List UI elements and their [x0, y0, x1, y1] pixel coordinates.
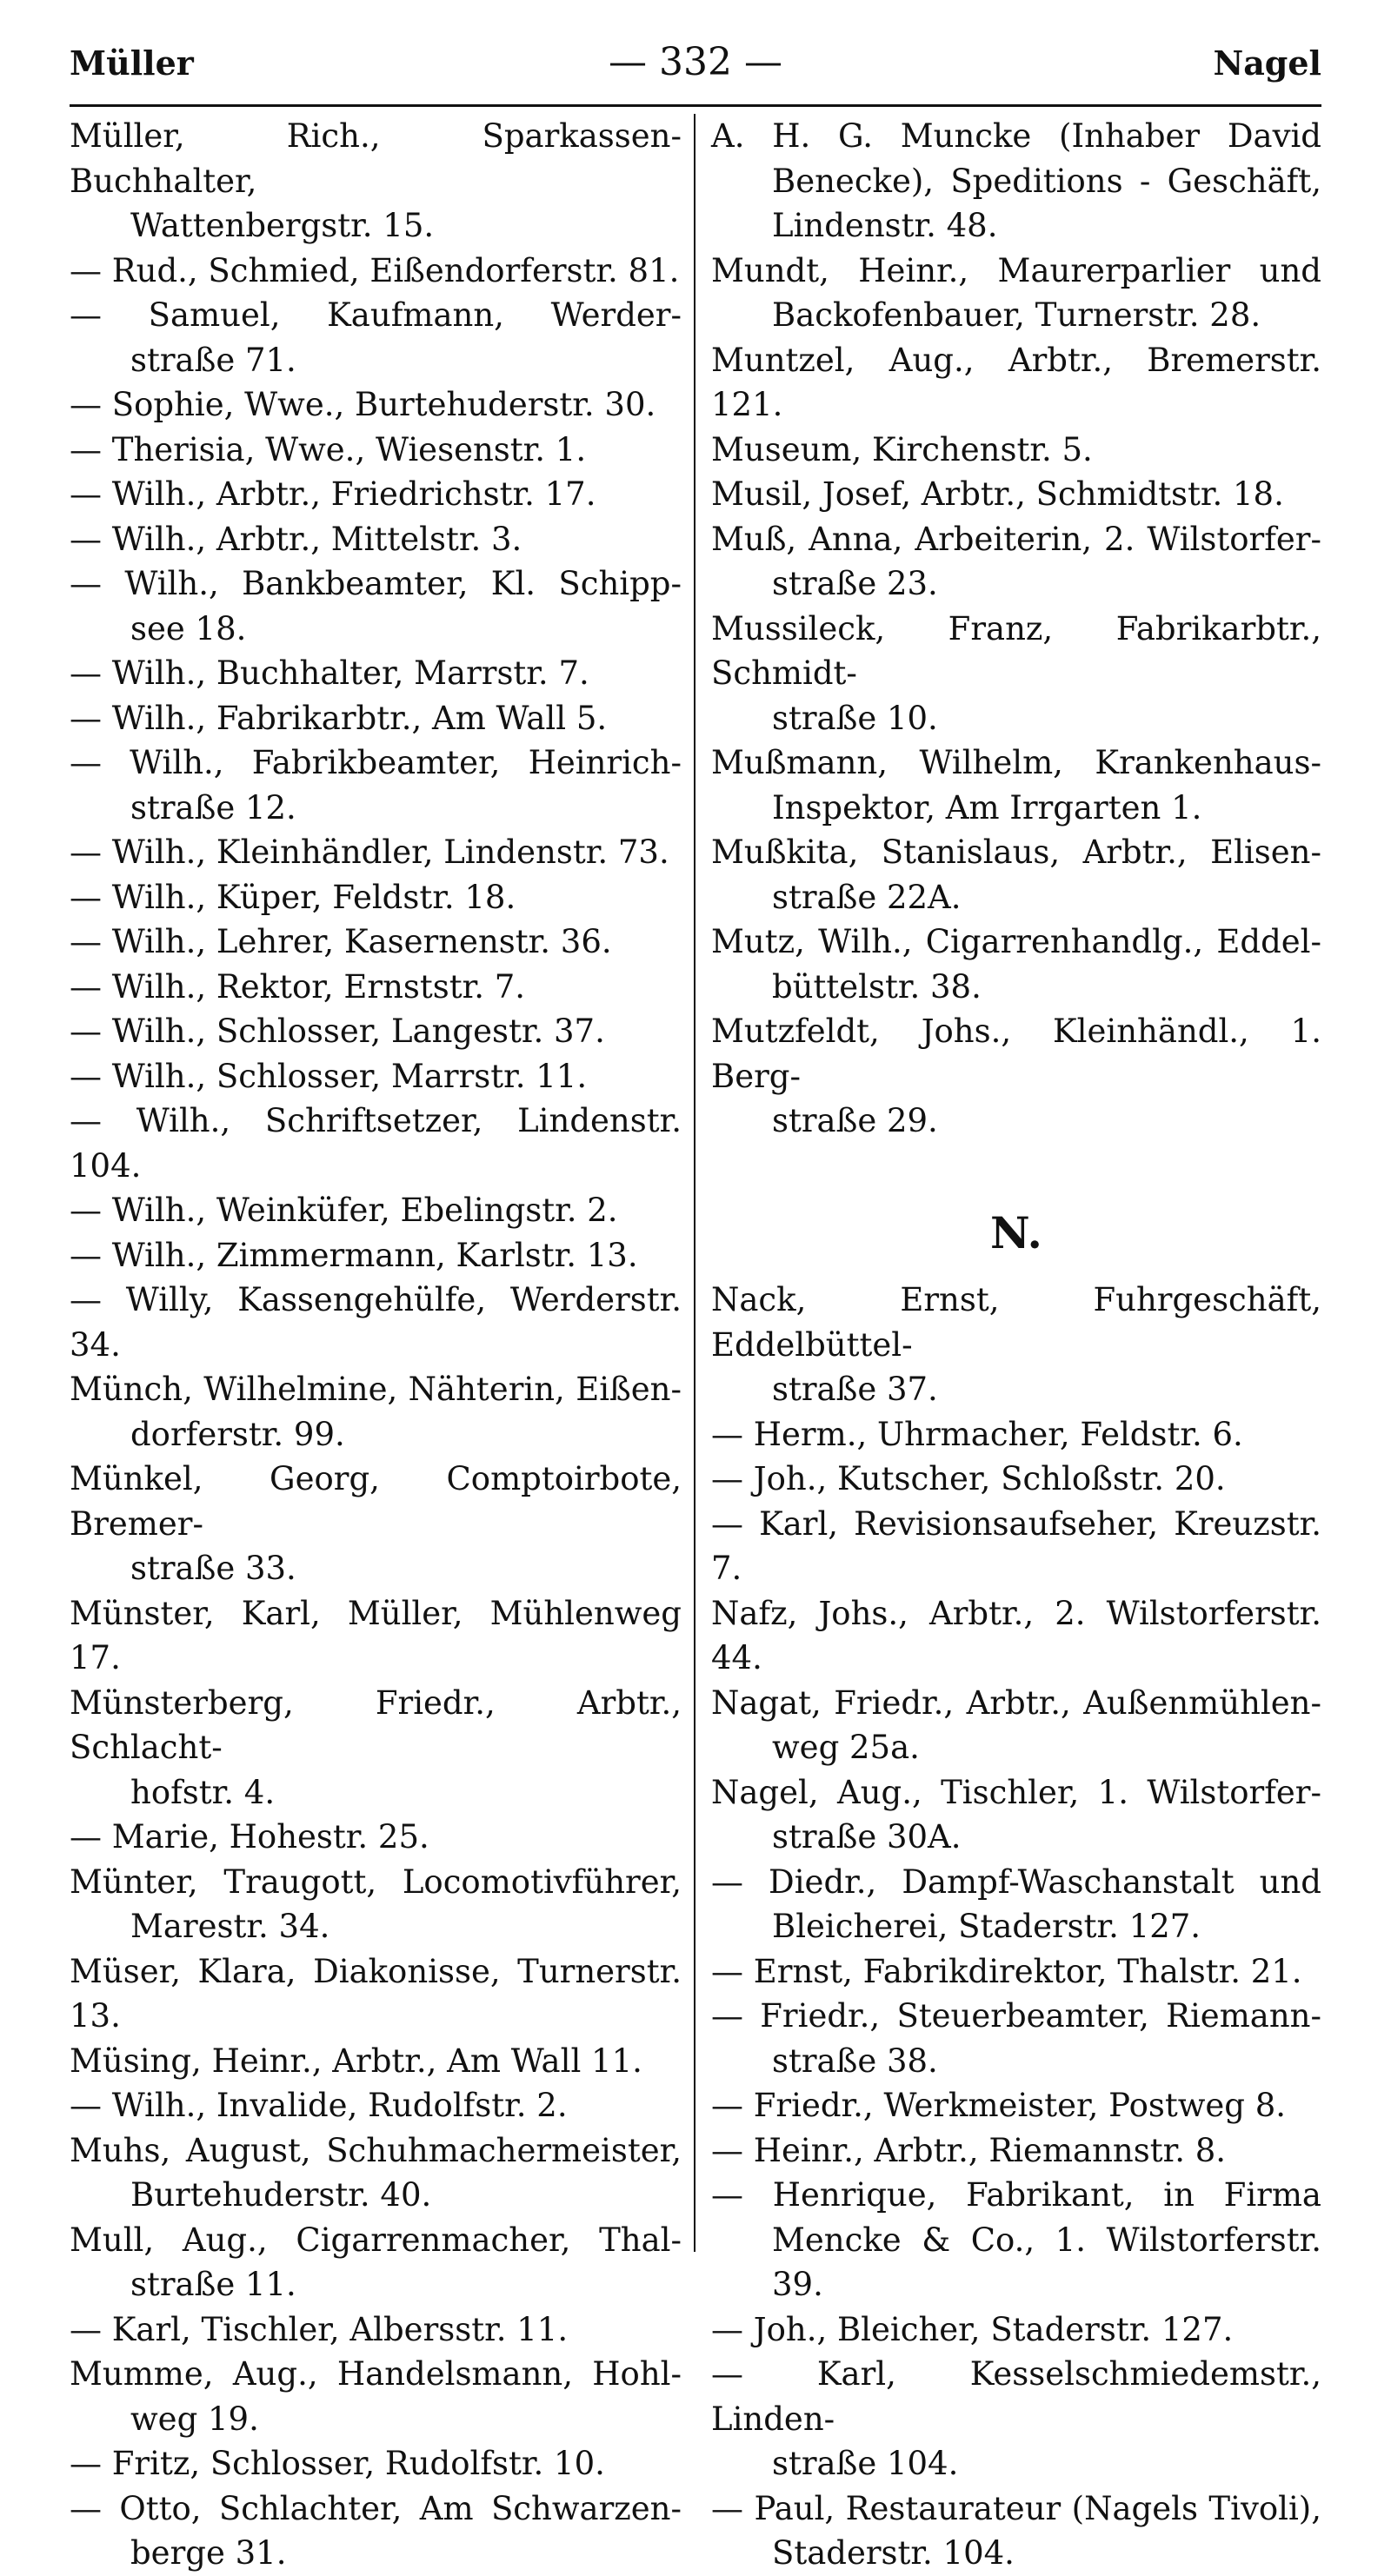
entry-line: Musil, Josef, Arbtr., Schmidtstr. 18. — [711, 475, 1284, 513]
entry-continuation-line: büttelstr. 38. — [772, 967, 982, 1006]
header-last-name: Nagel — [1213, 43, 1321, 83]
entry-line: — Karl, Revisionsaufseher, Kreuzstr. 7. — [711, 1504, 1321, 1587]
directory-entry — [711, 472, 1321, 517]
entry-continuation-line: hofstr. 4. — [130, 1773, 276, 1811]
entry-continuation-line: weg 25a. — [772, 1729, 920, 1766]
directory-entry — [711, 740, 1321, 830]
entry-continuation-line: Bleicherei, Staderstr. 127. — [772, 1908, 1201, 1945]
entry-line: — Wilh., Schriftsetzer, Lindenstr. 104. — [70, 1102, 682, 1185]
entry-line: Mull, Aug., Cigarrenmacher, Thal- — [70, 2221, 682, 2259]
entry-line: Museum, Kirchenstr. 5. — [711, 430, 1093, 468]
directory-entry — [711, 1994, 1321, 2083]
entry-continuation-line: Lindenstr. 48. — [772, 207, 998, 244]
entry-line: — Wilh., Lehrer, Kasernenstr. 36. — [70, 923, 612, 960]
directory-entry — [70, 1681, 682, 1816]
directory-entry — [70, 2218, 682, 2307]
entry-line: Muhs, August, Schuhmachermeister, — [70, 2131, 682, 2169]
entry-line: Mumme, Aug., Handelsmann, Hohl- — [70, 2355, 682, 2393]
entry-line: — Heinr., Arbtr., Riemannstr. 8. — [711, 2131, 1227, 2169]
directory-entry — [70, 1949, 682, 2039]
entry-line: — Ernst, Fabrikdirektor, Thalstr. 21. — [711, 1952, 1302, 1990]
entry-continuation-line: Benecke), Speditions - Geschäft, — [772, 162, 1321, 200]
left-column — [70, 114, 696, 2572]
entry-line: — Wilh., Invalide, Rudolfstr. 2. — [70, 2087, 568, 2124]
entry-line: Nagat, Friedr., Arbtr., Außenmühlen- — [711, 1683, 1321, 1722]
entry-continuation-line: dorferstr. 99. — [130, 1415, 345, 1453]
directory-entry — [70, 517, 682, 562]
directory-entry — [711, 114, 1321, 249]
directory-entry — [711, 1770, 1321, 1860]
directory-entry — [70, 2307, 682, 2353]
entry-line: — Wilh., Rektor, Ernststr. 7. — [70, 967, 526, 1006]
entry-line: Muntzel, Aug., Arbtr., Bremerstr. 121. — [711, 341, 1321, 423]
directory-entry — [70, 2083, 682, 2128]
directory-entry — [711, 2083, 1321, 2128]
entry-line: Nack, Ernst, Fuhrgeschäft, Eddelbüttel- — [711, 1281, 1321, 1364]
entry-line: — Henrique, Fabrikant, in Firma — [711, 2176, 1321, 2214]
directory-entry — [70, 696, 682, 741]
directory-entry — [70, 249, 682, 294]
entry-continuation-line: Backofenbauer, Turnerstr. 28. — [772, 296, 1261, 334]
entry-line: Münster, Karl, Müller, Mühlenweg 17. — [70, 1594, 682, 1676]
entry-line: — Sophie, Wwe., Burtehuderstr. 30. — [70, 386, 656, 423]
directory-entry — [70, 1278, 682, 1367]
entry-line: — Rud., Schmied, Eißendorferstr. 81. — [70, 251, 680, 289]
entry-continuation-line: straße 12. — [130, 788, 296, 827]
directory-entry — [70, 1815, 682, 1860]
section-spacer — [711, 1144, 1321, 1189]
entry-line: — Therisia, Wwe., Wiesenstr. 1. — [70, 430, 587, 468]
directory-entry — [711, 2173, 1321, 2307]
entry-line: — Diedr., Dampf-Waschanstalt und — [711, 1862, 1321, 1901]
directory-entry — [711, 2486, 1321, 2576]
directory-entry — [711, 1412, 1321, 1457]
entry-continuation-line: Burtehuderstr. 40. — [130, 2176, 432, 2214]
directory-entry — [711, 1502, 1321, 1591]
entry-line: — Wilh., Bankbeamter, Kl. Schipp- — [70, 565, 682, 602]
right-column-n-entries — [711, 1278, 1321, 2576]
entry-line: Müller, Rich., Sparkassen-Buchhalter, — [70, 117, 682, 200]
entry-line: — Fritz, Schlosser, Rudolfstr. 10. — [70, 2445, 605, 2482]
entry-continuation-line: straße 104. — [772, 2445, 959, 2482]
entry-line: Münter, Traugott, Locomotivführer, — [70, 1862, 682, 1901]
entry-line: A. H. G. Muncke (Inhaber David — [711, 117, 1321, 155]
directory-entry — [70, 428, 682, 473]
entry-continuation-line: berge 31. — [130, 2534, 287, 2572]
directory-entry — [711, 2307, 1321, 2353]
entry-continuation-line: Marestr. 34. — [130, 1908, 330, 1945]
directory-entry — [711, 830, 1321, 920]
entry-line: — Wilh., Schlosser, Langestr. 37. — [70, 1012, 605, 1050]
entry-line: Münch, Wilhelmine, Nähterin, Eißen- — [70, 1371, 682, 1408]
directory-entry — [70, 1591, 682, 1681]
entry-continuation-line: straße 22A. — [772, 878, 962, 916]
directory-entry — [70, 875, 682, 920]
directory-entry — [70, 2352, 682, 2441]
entry-line: — Wilh., Kleinhändler, Lindenstr. 73. — [70, 833, 669, 871]
directory-entry — [70, 2486, 682, 2576]
directory-entry — [711, 2128, 1321, 2174]
entry-line: Mundt, Heinr., Maurerparlier und — [711, 251, 1321, 289]
directory-entry — [711, 920, 1321, 1009]
right-column — [696, 114, 1321, 2572]
directory-entry — [70, 830, 682, 875]
directory-entry — [70, 2441, 682, 2486]
directory-entry — [711, 1949, 1321, 1995]
entry-continuation-line: straße 30A. — [772, 1818, 962, 1856]
directory-entry — [711, 607, 1321, 741]
page-number: — 332 — — [609, 40, 782, 84]
directory-entry — [70, 1233, 682, 1278]
directory-entry — [70, 2039, 682, 2084]
entry-continuation-line: straße 29. — [772, 1102, 938, 1139]
directory-entry — [70, 1457, 682, 1591]
directory-entry — [70, 2128, 682, 2218]
directory-entry — [70, 1054, 682, 1099]
directory-entry — [70, 651, 682, 696]
entry-continuation-line: Inspektor, Am Irrgarten 1. — [772, 788, 1202, 827]
entry-line: — Wilh., Weinküfer, Ebelingstr. 2. — [70, 1192, 618, 1229]
entry-line: — Wilh., Schlosser, Marrstr. 11. — [70, 1057, 588, 1095]
entry-line: Müsing, Heinr., Arbtr., Am Wall 11. — [70, 2042, 642, 2080]
entry-line: Mutzfeldt, Johs., Kleinhändl., 1. Berg- — [711, 1012, 1321, 1095]
entry-continuation-line: straße 10. — [772, 699, 938, 737]
directory-entry — [711, 1278, 1321, 1412]
directory-entry — [711, 249, 1321, 338]
entry-continuation-line: straße 11. — [130, 2266, 296, 2303]
entry-line: — Wilh., Fabrikbeamter, Heinrich- — [70, 744, 682, 781]
entry-line: Nafz, Johs., Arbtr., 2. Wilstorferstr. 44. — [711, 1594, 1321, 1676]
entry-line: Mußkita, Stanislaus, Arbtr., Elisen- — [711, 833, 1321, 871]
entry-line: Nagel, Aug., Tischler, 1. Wilstorfer- — [711, 1773, 1321, 1811]
directory-columns — [70, 114, 1321, 2572]
directory-entry — [70, 1099, 682, 1188]
entry-line: Mußmann, Wilhelm, Krankenhaus- — [711, 744, 1321, 781]
directory-entry — [711, 428, 1321, 473]
entry-line: Müser, Klara, Diakonisse, Turnerstr. 13. — [70, 1952, 682, 2035]
entry-line: — Karl, Tischler, Albersstr. 11. — [70, 2310, 569, 2348]
directory-entry — [711, 2352, 1321, 2486]
header-first-name: Müller — [70, 43, 194, 83]
entry-line: — Samuel, Kaufmann, Werder- — [70, 296, 682, 334]
entry-continuation-line: see 18. — [130, 609, 247, 647]
entry-continuation-line: straße 23. — [772, 565, 938, 602]
page-header — [70, 35, 1321, 107]
directory-entry — [70, 1367, 682, 1457]
directory-entry — [70, 561, 682, 651]
directory-entry — [70, 114, 682, 249]
directory-entry — [70, 1009, 682, 1054]
entry-line: Muß, Anna, Arbeiterin, 2. Wilstorfer- — [711, 520, 1321, 558]
directory-entry — [70, 1188, 682, 1233]
directory-entry — [711, 1009, 1321, 1144]
directory-entry — [70, 382, 682, 428]
entry-continuation-line: weg 19. — [130, 2400, 259, 2438]
entry-continuation-line: straße 38. — [772, 2042, 938, 2080]
entry-line: — Wilh., Fabrikarbtr., Am Wall 5. — [70, 699, 608, 737]
entry-line: — Paul, Restaurateur (Nagels Tivoli), — [711, 2489, 1321, 2527]
directory-entry — [711, 1457, 1321, 1502]
entry-continuation-line: straße 71. — [130, 341, 296, 379]
directory-entry — [711, 1591, 1321, 1681]
directory-entry — [711, 338, 1321, 428]
entry-continuation-line: straße 33. — [130, 1550, 296, 1587]
section-letter-heading: N. — [990, 1207, 1042, 1258]
directory-entry — [70, 740, 682, 830]
entry-line: — Karl, Kesselschmiedemstr., Linden- — [711, 2355, 1321, 2438]
entry-line: — Willy, Kassengehülfe, Werderstr. 34. — [70, 1281, 682, 1364]
directory-entry — [711, 1681, 1321, 1770]
entry-continuation-line: Staderstr. 104. — [772, 2534, 1015, 2572]
directory-entry — [70, 965, 682, 1010]
entry-line: Münkel, Georg, Comptoirbote, Bremer- — [70, 1460, 682, 1543]
entry-line: — Joh., Kutscher, Schloßstr. 20. — [711, 1460, 1226, 1497]
entry-line: — Herm., Uhrmacher, Feldstr. 6. — [711, 1415, 1243, 1453]
entry-line: — Wilh., Zimmermann, Karlstr. 13. — [70, 1236, 638, 1274]
entry-line: Mutz, Wilh., Cigarrenhandlg., Eddel- — [711, 923, 1321, 960]
entry-line: — Friedr., Werkmeister, Postweg 8. — [711, 2087, 1287, 2124]
entry-line: — Marie, Hohestr. 25. — [70, 1818, 429, 1856]
entry-line: Mussileck, Franz, Fabrikarbtr., Schmidt- — [711, 609, 1321, 692]
entry-line: — Friedr., Steuerbeamter, Riemann- — [711, 1997, 1321, 2035]
directory-entry — [70, 920, 682, 965]
directory-entry — [70, 472, 682, 517]
entry-continuation-line: straße 37. — [772, 1371, 938, 1408]
directory-entry — [70, 293, 682, 382]
entry-line: Münsterberg, Friedr., Arbtr., Schlacht- — [70, 1683, 682, 1766]
entry-line: — Otto, Schlachter, Am Schwarzen- — [70, 2489, 682, 2527]
entry-line: — Wilh., Arbtr., Friedrichstr. 17. — [70, 475, 596, 513]
directory-entry — [711, 1860, 1321, 1949]
right-column-m-entries — [711, 114, 1321, 1144]
entry-line: — Wilh., Küper, Feldstr. 18. — [70, 878, 516, 916]
entry-line: — Wilh., Buchhalter, Marrstr. 7. — [70, 654, 589, 692]
entry-line: — Wilh., Arbtr., Mittelstr. 3. — [70, 520, 522, 558]
entry-continuation-line: Mencke & Co., 1. Wilstorferstr. 39. — [772, 2221, 1321, 2303]
entry-continuation-line: Wattenbergstr. 15. — [130, 207, 435, 244]
directory-entry — [711, 517, 1321, 607]
directory-entry — [70, 1860, 682, 1949]
entry-line: — Joh., Bleicher, Staderstr. 127. — [711, 2310, 1234, 2348]
